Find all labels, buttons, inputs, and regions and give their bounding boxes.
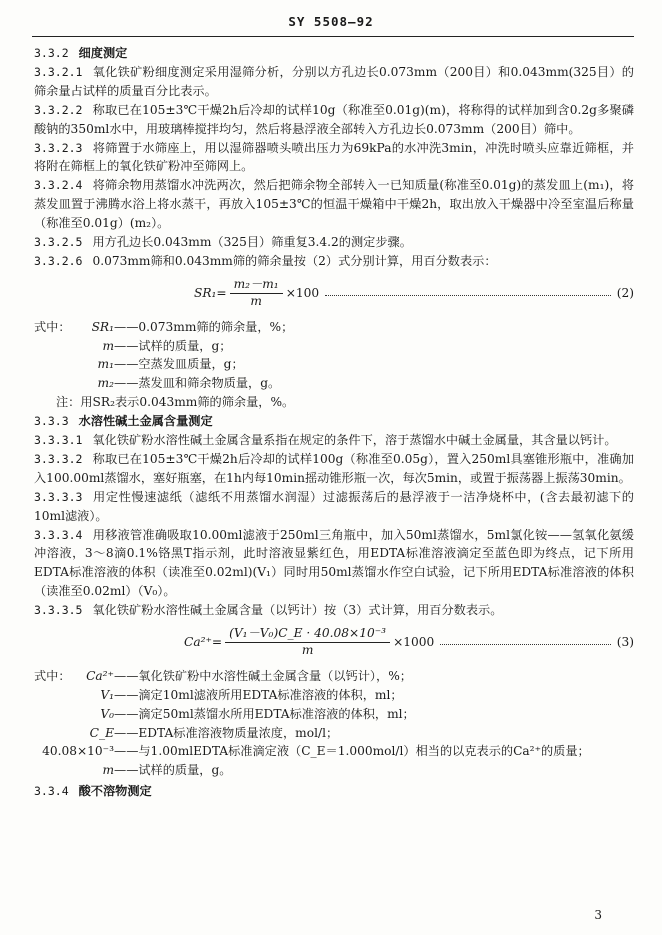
leader-dots bbox=[325, 295, 611, 296]
where-block-3 bbox=[34, 667, 634, 780]
clause-number: 3.3.2.1 bbox=[34, 64, 83, 79]
where-row bbox=[34, 686, 634, 705]
where-row bbox=[34, 742, 634, 761]
where-desc: ——蒸发皿和筛余物质量，g。 bbox=[114, 376, 281, 391]
formula-lhs: SR₁= bbox=[194, 285, 227, 300]
clause-number: 3.3.3.2 bbox=[34, 451, 83, 466]
clause-number: 3.3.2.5 bbox=[34, 235, 83, 250]
section-title: 酸不溶物测定 bbox=[78, 784, 152, 799]
clause-number: 3.3.3.3 bbox=[34, 489, 83, 504]
where-desc: ——试样的质量，g； bbox=[114, 338, 232, 353]
para-3-3-3-2 bbox=[34, 450, 634, 488]
clause-number: 3.3.2.2 bbox=[34, 102, 83, 117]
where-desc: ——0.073mm筛的筛余量，%； bbox=[114, 319, 294, 334]
section-number: 3.3.3 bbox=[34, 414, 69, 429]
where-desc: ——与1.00mlEDTA标准滴定液（C_E＝1.000mol/l）相当的以克表示的Ca²⁺的质量； bbox=[114, 744, 590, 759]
formula-fraction bbox=[225, 626, 390, 659]
formula-rhs: ×100 bbox=[285, 285, 320, 300]
where-label: 式中： bbox=[34, 668, 71, 683]
clause-number: 3.3.2.4 bbox=[34, 178, 83, 193]
where-row bbox=[34, 355, 634, 374]
clause-text: 将筛置于水筛座上，用以湿筛器喷头喷出压力为69kPa的水冲洗3min，冲洗时喷头应靠近筛框，并将附在筛框上的氧化铁矿粉冲至筛网上。 bbox=[34, 140, 634, 174]
para-3-3-2-2 bbox=[34, 101, 634, 139]
equation-number: (3) bbox=[616, 635, 634, 649]
page-content bbox=[34, 44, 634, 801]
para-3-3-2-5 bbox=[34, 233, 634, 252]
clause-text: 用定性慢速滤纸（滤纸不用蒸馏水润湿）过滤振荡后的悬浮液于一洁净烧杯中，(含去最初滤下的10ml滤液）。 bbox=[34, 489, 634, 523]
where-symbol: C_E bbox=[89, 725, 114, 740]
para-3-3-3-4 bbox=[34, 526, 634, 602]
formula-denominator: m bbox=[250, 293, 262, 308]
clause-text: 称取已在105±3℃干燥2h后冷却的试样10g（称准至0.01g)(m)，将称得的试样加到含0.2g多聚磷酸钠的350ml水中，用玻璃棒搅拌均匀，然后将悬浮液全部转入方孔边长0.073mm（200目）筛中。 bbox=[34, 102, 634, 136]
formula-numerator: (V₁－V₀)C_E · 40.08×10⁻³ bbox=[225, 626, 390, 643]
formula-numerator: m₂－m₁ bbox=[230, 277, 283, 294]
where-symbol: Ca²⁺ bbox=[86, 668, 114, 683]
where-block-2 bbox=[34, 318, 634, 413]
where-row bbox=[34, 374, 634, 393]
where-desc: ——滴定10ml滤液所用EDTA标准溶液的体积，ml； bbox=[114, 687, 403, 702]
para-3-3-2-6 bbox=[34, 252, 634, 271]
clause-text: 氧化铁矿粉水溶性碱土金属含量系指在规定的条件下，溶于蒸馏水中碱土金属量，其含量以钙计。 bbox=[92, 433, 617, 448]
where-row bbox=[34, 705, 634, 724]
section-title: 细度测定 bbox=[78, 46, 128, 60]
clause-number: 3.3.3.4 bbox=[34, 527, 83, 542]
page-header: SY 5508—92 bbox=[288, 14, 374, 29]
clause-text: 将筛余物用蒸馏水冲洗两次，然后把筛余物全部转入一已知质量(称准至0.01g)的蒸发皿上(m₁)，将蒸发皿置于沸腾水浴上将水蒸干，再放入105±3℃的恒温干燥箱中干燥2h，取出放入干燥器中冷至室温后称量（称准至0.01g）(m₂）。 bbox=[34, 178, 634, 231]
where-desc: ——氧化铁矿粉中水溶性碱土金属含量（以钙计），%； bbox=[114, 668, 412, 683]
where-row bbox=[34, 337, 634, 356]
section-title: 水溶性碱土金属含量测定 bbox=[78, 414, 213, 429]
where-desc: ——试样的质量，g。 bbox=[114, 763, 232, 778]
note-text: 注：用SR₂表示0.043mm筛的筛余量，%。 bbox=[56, 395, 295, 410]
formula-fraction bbox=[230, 277, 283, 310]
clause-number: 3.3.2.6 bbox=[34, 253, 83, 268]
para-3-3-3-3 bbox=[34, 488, 634, 526]
formula-3 bbox=[34, 626, 634, 659]
where-desc: ——滴定50ml蒸馏水所用EDTA标准溶液的体积，ml； bbox=[114, 706, 415, 721]
where-symbol: m bbox=[102, 338, 114, 353]
where-desc: ——EDTA标准溶液物质量浓度，mol/l； bbox=[114, 725, 339, 740]
para-3-3-2-3 bbox=[34, 139, 634, 177]
header-rule bbox=[32, 36, 634, 37]
equation-number: (2) bbox=[616, 285, 634, 300]
section-3-3-4-heading bbox=[34, 782, 634, 801]
clause-text: 用移液管准确吸取10.00ml滤液于250ml三角瓶中，加入50ml蒸馏水，5ml氯化铵——氢氧化氨缓冲溶液，3～8滴0.1%铬黑T指示剂，此时溶液显紫红色，用EDTA标准溶液滴定至蓝色即为终点，记下所用EDTA标准溶液的体积（读准至0.02ml)(V₁）同时用50ml蒸馏水作空白试验，记下所用EDTA标准溶液的体积（读准至0.02ml）（V₀）。 bbox=[34, 527, 634, 599]
clause-text: 用方孔边长0.043mm（325目）筛重复3.4.2的测定步骤。 bbox=[92, 235, 412, 250]
clause-number: 3.3.2.3 bbox=[34, 140, 83, 155]
section-number: 3.3.4 bbox=[34, 784, 69, 799]
clause-number: 3.3.3.5 bbox=[34, 603, 83, 618]
page-number: 3 bbox=[594, 908, 602, 923]
para-3-3-2-4 bbox=[34, 176, 634, 233]
clause-text: 0.073mm筛和0.043mm筛的筛余量按（2）式分别计算，用百分数表示： bbox=[92, 253, 497, 268]
where-desc: ——空蒸发皿质量，g； bbox=[114, 357, 244, 372]
formula-rhs: ×1000 bbox=[393, 635, 435, 649]
where-symbol: m₁ bbox=[97, 357, 114, 372]
clause-text: 氧化铁矿粉细度测定采用湿筛分析，分别以方孔边长0.073mm（200目）和0.043mm(325目）的筛余量占试样的质量百分比表示。 bbox=[34, 64, 634, 98]
where-symbol: 40.08×10⁻³ bbox=[42, 744, 114, 759]
clause-text: 称取已在105±3℃干燥2h后冷却的试样100g（称准至0.05g），置入250ml具塞锥形瓶中，准确加入100.00ml蒸馏水，塞好瓶塞，在1h内每10min摇动锥形瓶一次，每次5min，或置于振荡器上振荡30min。 bbox=[34, 451, 634, 485]
section-3-3-2-heading bbox=[34, 44, 634, 63]
where-symbol: V₀ bbox=[100, 706, 114, 721]
where-row bbox=[34, 724, 634, 743]
where-label: 式中： bbox=[34, 319, 71, 334]
formula-denominator: m bbox=[301, 642, 314, 657]
where-row bbox=[34, 761, 634, 780]
where-row bbox=[34, 667, 634, 686]
where-symbol: SR₁ bbox=[91, 319, 114, 334]
clause-number: 3.3.3.1 bbox=[34, 433, 83, 448]
section-number: 3.3.2 bbox=[34, 46, 69, 60]
where-symbol: V₁ bbox=[100, 687, 114, 702]
leader-dots bbox=[440, 644, 610, 645]
para-3-3-3-5 bbox=[34, 601, 634, 620]
para-3-3-3-1 bbox=[34, 431, 634, 450]
where-row bbox=[34, 318, 634, 337]
clause-text: 氧化铁矿粉水溶性碱土金属含量（以钙计）按（3）式计算，用百分数表示。 bbox=[92, 603, 503, 618]
section-3-3-3-heading bbox=[34, 412, 634, 431]
formula-2 bbox=[34, 277, 634, 310]
where-symbol: m bbox=[102, 763, 114, 778]
para-3-3-2-1 bbox=[34, 63, 634, 101]
where-symbol: m₂ bbox=[97, 376, 114, 391]
formula-lhs: Ca²⁺= bbox=[184, 635, 223, 649]
